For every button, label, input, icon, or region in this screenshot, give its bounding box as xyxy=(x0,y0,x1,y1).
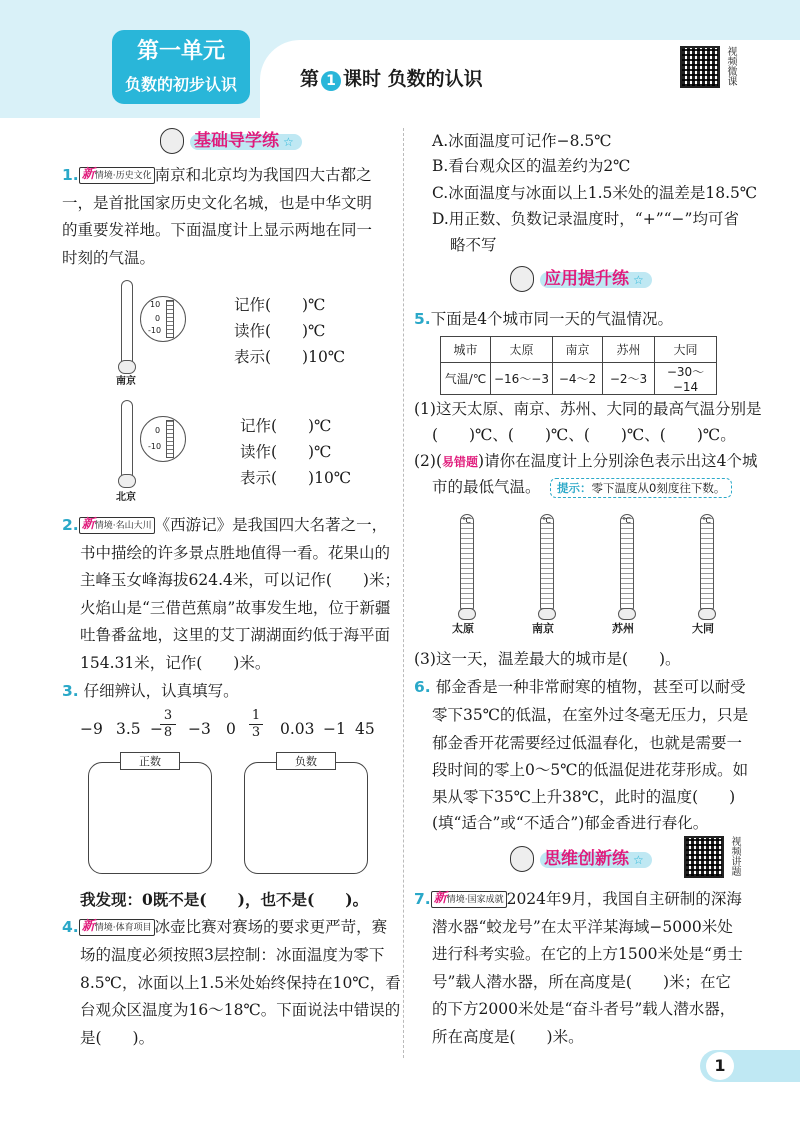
beijing-row3: 表示( )10℃ xyxy=(240,469,352,487)
q3-found: 我发现：0既不是( )，也不是( )。 xyxy=(80,890,369,909)
thermometer-1[interactable] xyxy=(460,514,474,614)
qr-code-2[interactable] xyxy=(684,836,724,878)
beijing-mark-neg10: -10 xyxy=(148,442,162,451)
q6-line4: 段时间的零上0～5℃的低温促进花芽形成。如 xyxy=(432,761,749,779)
beijing-thermometer xyxy=(121,400,133,480)
table-row-label: 气温/℃ xyxy=(441,363,491,395)
thermometer-4[interactable] xyxy=(700,514,714,614)
unit-title: 第一单元 xyxy=(136,39,225,64)
table-header-cell: 大同 xyxy=(655,337,717,363)
section-basic-title: 基础导学练 xyxy=(194,131,279,151)
q7-line1 xyxy=(414,886,742,913)
q3-n8: 45 xyxy=(355,720,375,738)
q5-text: 下面是4个城市同一天的气温情况。 xyxy=(430,310,674,328)
table-cell: −16～−3 xyxy=(491,363,553,395)
q3-n3-sign: − xyxy=(150,720,163,738)
nanjing-mark-0: 0 xyxy=(155,314,161,323)
q3-n2: 3.5 xyxy=(116,720,141,738)
q7-text1: 2024年9月，我国自主研制的深海 xyxy=(506,890,742,908)
q6-line5: 果从零下35℃上升38℃，此时的温度( ) xyxy=(432,788,736,806)
q1-line1 xyxy=(62,162,372,189)
q1-line2: 一，是首批国家历史文化名城，也是中华文明 xyxy=(62,194,373,212)
q2-tag: 新情境·名山大川 xyxy=(79,517,155,534)
q1-line3: 的重要发祥地。下面温度计上显示两地在同一 xyxy=(62,221,373,239)
mascot-icon-3 xyxy=(510,846,534,872)
table-row xyxy=(441,363,717,395)
q6-line6: (填“适合”或“不适合”)郁金香进行春化。 xyxy=(432,814,709,832)
q4-option-d1: D.用正数、负数记录温度时，“+”“−”均可省 xyxy=(432,210,739,228)
lesson-post: 课时 负数的认识 xyxy=(343,68,483,90)
thermometer-bulb xyxy=(458,608,476,620)
negative-box[interactable] xyxy=(244,755,368,874)
table-row xyxy=(441,337,717,363)
q4-tag: 新情境·体育项目 xyxy=(79,919,155,936)
lesson-pre: 第 xyxy=(300,68,320,90)
q2-line5: 吐鲁番盆地，这里的艾丁湖湖面约低于海平面 xyxy=(80,626,391,644)
section-apply xyxy=(510,266,660,292)
beijing-row2: 读作( )℃ xyxy=(240,443,332,461)
q7-number: 7. xyxy=(414,890,431,908)
q6-line2: 零下35℃的低温，在室外过冬毫无压力，只是 xyxy=(432,706,749,724)
beijing-therm-bulb xyxy=(118,474,136,488)
thermometer-city-label: 太原 xyxy=(452,622,474,635)
q4-option-b: B.看台观众区的温差约为2℃ xyxy=(432,157,631,175)
star-icon: ☆ xyxy=(283,135,294,149)
thermometer-city-label: 苏州 xyxy=(612,622,634,635)
hint-text: 零下温度从0刻度往下数。 xyxy=(591,481,726,495)
thermometer-city-label: 南京 xyxy=(532,622,554,635)
thermometer-unit: ℃ xyxy=(542,516,551,525)
q5-p2b: 市的最低气温。 xyxy=(432,478,541,496)
nanjing-mark-10: 10 xyxy=(150,300,161,309)
q4-option-d2: 略不写 xyxy=(450,236,497,254)
q4-line3: 8.5℃，冰面以上1.5米处始终保持在10℃，看 xyxy=(80,974,401,992)
table-header-cell: 城市 xyxy=(441,337,491,363)
q4-text1: 冰壶比赛对赛场的要求更严苛，赛 xyxy=(154,918,388,936)
q4-option-c: C.冰面温度与冰面以上1.5米处的温差是18.5℃ xyxy=(432,184,758,202)
q2-line4: 火焰山是“三借芭蕉扇”故事发生地，位于新疆 xyxy=(80,599,391,617)
q3-frac1-num: 3 xyxy=(160,708,176,725)
q7-line5: 的下方2000米处是“奋斗者号”载人潜水器， xyxy=(432,1000,736,1018)
q2-line2: 书中描绘的许多景点胜地值得一看。花果山的 xyxy=(80,544,391,562)
beijing-label: 北京 xyxy=(116,492,136,503)
thermometer-bulb xyxy=(538,608,556,620)
q3-text: 仔细辨认，认真填写。 xyxy=(83,682,239,700)
page-number: 1 xyxy=(706,1052,734,1080)
section-apply-title: 应用提升练 xyxy=(544,269,629,289)
table-header-cell: 苏州 xyxy=(603,337,655,363)
q2-line1 xyxy=(62,512,387,539)
table-cell: −2～3 xyxy=(603,363,655,395)
column-divider xyxy=(403,128,404,1058)
q5-p2-text: )请你在温度计上分别涂色表示出这4个城 xyxy=(478,452,758,470)
q6-line3: 郁金香开花需要经过低温春化，也就是需要一 xyxy=(432,734,743,752)
positive-box[interactable] xyxy=(88,755,212,874)
q3-frac2-num: 1 xyxy=(249,708,263,725)
mascot-icon xyxy=(160,128,184,154)
unit-subtitle: 负数的初步认识 xyxy=(124,75,237,94)
q6-number: 6. xyxy=(414,678,431,696)
thermometer-unit: ℃ xyxy=(462,516,471,525)
qr-label: 视频微课 xyxy=(725,46,736,86)
thermometer-3[interactable] xyxy=(620,514,634,614)
q3-n5: 0 xyxy=(226,720,236,738)
q5-p1b: ( )℃、( )℃、( )℃、( )℃。 xyxy=(432,426,736,444)
nanjing-thermometer xyxy=(121,280,133,368)
table-cell: −4～2 xyxy=(553,363,603,395)
q5-table xyxy=(440,336,717,395)
qr-code[interactable] xyxy=(680,46,720,88)
mascot-icon-2 xyxy=(510,266,534,292)
q7-line2: 潜水器“蛟龙号”在太平洋某海域−5000米处 xyxy=(432,918,733,936)
thermometer-2[interactable] xyxy=(540,514,554,614)
q3-n7: −1 xyxy=(323,720,346,738)
q3-frac2-den: 3 xyxy=(251,725,261,740)
beijing-zoom-bar xyxy=(166,420,174,458)
q3-line xyxy=(62,678,239,705)
hint-key: 提示： xyxy=(557,481,592,495)
q2-text1: 《西游记》是我国四大名著之一， xyxy=(154,516,388,534)
nanjing-row2: 读作( )℃ xyxy=(234,322,326,340)
q1-tag: 新情境·历史文化 xyxy=(79,167,155,184)
nanjing-row3: 表示( )10℃ xyxy=(234,348,346,366)
beijing-mark-0: 0 xyxy=(155,426,161,435)
q7-tag: 新情境·国家成就 xyxy=(431,891,507,908)
q1-text1: 南京和北京均为我国四大古都之 xyxy=(154,166,372,184)
q5-p2-tag: 易错题 xyxy=(442,455,479,469)
q7-line6: 所在高度是( )米。 xyxy=(432,1028,584,1046)
beijing-row1: 记作( )℃ xyxy=(240,417,332,435)
nanjing-magnifier xyxy=(140,296,186,342)
beijing-magnifier xyxy=(140,416,186,462)
q3-n1: −9 xyxy=(80,720,103,738)
q3-number: 3. xyxy=(62,682,79,700)
q4-number: 4. xyxy=(62,918,79,936)
thermometer-bulb xyxy=(618,608,636,620)
section-think xyxy=(510,846,660,872)
nanjing-mark-neg10: -10 xyxy=(148,326,162,335)
q4-line2: 场的温度必须按照3层控制：冰面温度为零下 xyxy=(80,946,385,964)
q5-p2a xyxy=(414,448,757,476)
q6-text1: 郁金香是一种非常耐寒的植物，甚至可以耐受 xyxy=(435,678,746,696)
qr-label-2: 视频讲题 xyxy=(729,836,740,876)
q3-frac2 xyxy=(249,708,263,741)
section-think-title: 思维创新练 xyxy=(544,849,629,869)
q4-line1 xyxy=(62,914,387,941)
nanjing-label: 南京 xyxy=(116,376,136,387)
star-icon-2: ☆ xyxy=(633,273,644,287)
q2-line3: 主峰玉女峰海拔624.4米，可以记作( )米； xyxy=(80,571,400,589)
q3-n4: −3 xyxy=(188,720,211,738)
nanjing-row1: 记作( )℃ xyxy=(234,296,326,314)
q5-hint xyxy=(550,478,732,498)
lesson-title xyxy=(300,64,483,91)
q3-frac1 xyxy=(160,708,176,741)
q5-p1a: (1)这天太原、南京、苏州、大同的最高气温分别是 xyxy=(414,400,762,418)
q6-line1 xyxy=(414,674,746,701)
lesson-number-badge: 1 xyxy=(321,71,341,91)
q2-number: 2. xyxy=(62,516,79,534)
positive-box-label: 正数 xyxy=(120,752,180,770)
q2-line6: 154.31米，记作( )米。 xyxy=(80,654,271,672)
q5-line xyxy=(414,306,673,333)
table-cell: −30～−14 xyxy=(655,363,717,395)
table-header-cell: 南京 xyxy=(553,337,603,363)
q7-line4: 号”载人潜水器，所在高度是( )米；在它 xyxy=(432,973,732,991)
q1-number: 1. xyxy=(62,166,79,184)
star-icon-3: ☆ xyxy=(633,853,644,867)
q5-p2-open: (2)( xyxy=(414,452,443,470)
section-basic xyxy=(160,128,310,154)
q3-frac1-den: 8 xyxy=(163,725,173,740)
thermometer-unit: ℃ xyxy=(622,516,631,525)
q4-option-a: A.冰面温度可记作−8.5℃ xyxy=(432,132,612,150)
negative-box-label: 负数 xyxy=(276,752,336,770)
thermometer-city-label: 大同 xyxy=(692,622,714,635)
q7-line3: 进行科考实验。在它的上方1500米处是“勇士 xyxy=(432,945,743,963)
table-header-cell: 太原 xyxy=(491,337,553,363)
q3-n6: 0.03 xyxy=(280,720,315,738)
thermometer-unit: ℃ xyxy=(702,516,711,525)
thermometer-bulb xyxy=(698,608,716,620)
q4-line4: 台观众区温度为16～18℃。下面说法中错误的 xyxy=(80,1001,401,1019)
q5-number: 5. xyxy=(414,310,431,328)
q5-p3: (3)这一天，温差最大的城市是( )。 xyxy=(414,650,681,668)
q1-line4: 时刻的气温。 xyxy=(62,249,156,267)
nanjing-zoom-bar xyxy=(166,300,174,338)
q4-line5: 是( )。 xyxy=(80,1029,155,1047)
